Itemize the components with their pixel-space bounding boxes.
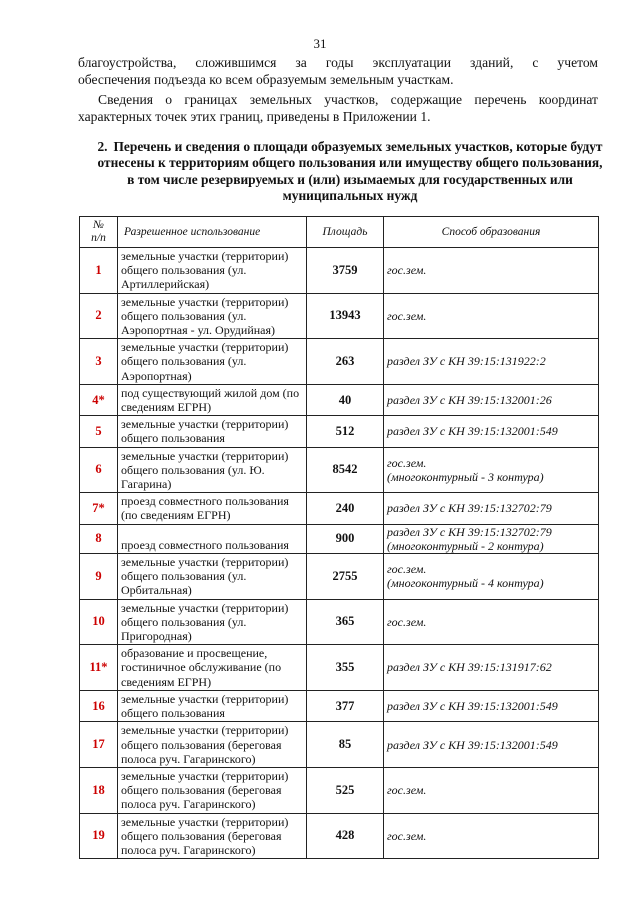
row-number: 18: [80, 767, 118, 813]
row-number: 10: [80, 599, 118, 645]
row-formation-method: [384, 767, 599, 813]
row-area: 512: [307, 416, 384, 447]
row-permitted-use: земельные участки (территории) общего пользования (береговая полоса руч. Гагаринского): [118, 722, 307, 768]
row-area: 2755: [307, 554, 384, 600]
row-number: 5: [80, 416, 118, 447]
row-number: 8: [80, 524, 118, 553]
table-row: [80, 722, 599, 768]
row-permitted-use: земельные участки (территории) общего пользования (ул. Артиллерийская): [118, 248, 307, 294]
table-row: [80, 447, 599, 493]
row-permitted-use: земельные участки (территории) общего пользования (ул. Аэропортная - ул. Орудийная): [118, 293, 307, 339]
row-area: 40: [307, 384, 384, 415]
row-permitted-use: земельные участки (территории) общего пользования (ул. Пригородная): [118, 599, 307, 645]
row-permitted-use: проезд совместного пользования (по сведениям ЕГРН): [118, 493, 307, 524]
table-row: [80, 493, 599, 524]
row-area: 263: [307, 339, 384, 385]
formation-method-line: гос.зем.: [387, 562, 427, 577]
formation-method-line: раздел ЗУ с КН 39:15:132702:79: [387, 524, 552, 539]
formation-method-line: гос.зем.: [387, 783, 427, 798]
formation-method-line: раздел ЗУ с КН 39:15:132001:549: [387, 737, 558, 752]
section-number: 2.: [97, 139, 108, 154]
row-number: 2: [80, 293, 118, 339]
row-formation-method: [384, 493, 599, 524]
intro-paragraph-2: Сведения о границах земельных участков, содержащие перечень координат характерных точек этих границ, приведены в Приложении 1.: [78, 92, 598, 124]
formation-method-line: гос.зем.: [387, 455, 427, 470]
row-number: 6: [80, 447, 118, 493]
table-row: [80, 645, 599, 691]
intro-paragraph-1: [78, 54, 598, 88]
table-body: [80, 248, 599, 859]
page-number: 31: [313, 36, 327, 51]
table-row: [80, 293, 599, 339]
row-area: 525: [307, 767, 384, 813]
row-formation-method: [384, 599, 599, 645]
table-row: [80, 813, 599, 859]
formation-method-line: (многоконтурный - 2 контура): [387, 538, 544, 553]
row-permitted-use: проезд совместного пользования: [118, 524, 307, 553]
row-number: 7*: [80, 493, 118, 524]
row-permitted-use: земельные участки (территории) общего пользования: [118, 416, 307, 447]
formation-method-line: раздел ЗУ с КН 39:15:131922:2: [387, 354, 546, 369]
formation-method-line: гос.зем.: [387, 614, 427, 629]
section-heading: [95, 139, 605, 205]
table-row: [80, 599, 599, 645]
formation-method-line: (многоконтурный - 4 контура): [387, 576, 544, 591]
table-row: [80, 416, 599, 447]
row-formation-method: [384, 384, 599, 415]
row-formation-method: [384, 554, 599, 600]
formation-method-line: гос.зем.: [387, 263, 427, 278]
row-permitted-use: земельные участки (территории) общего пользования (ул. Ю. Гагарина): [118, 447, 307, 493]
formation-method-line: раздел ЗУ с КН 39:15:131917:62: [387, 660, 552, 675]
row-area: 355: [307, 645, 384, 691]
row-area: 13943: [307, 293, 384, 339]
row-permitted-use: земельные участки (территории) общего пользования (береговая полоса руч. Гагаринского): [118, 767, 307, 813]
row-area: 900: [307, 524, 384, 553]
table-row: [80, 690, 599, 721]
row-formation-method: [384, 447, 599, 493]
intro-line-2: обеспечения подъезда ко всем образуемым земельным участкам.: [78, 72, 454, 87]
header-permitted-use: Разрешенное использование: [118, 217, 307, 248]
row-area: 377: [307, 690, 384, 721]
intro-line-1: благоустройства, сложившимся за годы эксплуатации зданий, с учетом: [78, 55, 598, 70]
row-permitted-use: под существующий жилой дом (по сведениям ЕГРН): [118, 384, 307, 415]
section-title: Перечень и сведения о площади образуемых земельных участков, которые будут отнесены к территориям общего пользования или имуществу общего пользования, в том числе резервируемых и (или) изымаемых для государственных или муниципальных нужд: [97, 139, 603, 204]
row-formation-method: [384, 248, 599, 294]
formation-method-line: раздел ЗУ с КН 39:15:132001:549: [387, 698, 558, 713]
row-area: 428: [307, 813, 384, 859]
formation-method-line: раздел ЗУ с КН 39:15:132702:79: [387, 501, 552, 516]
row-formation-method: [384, 645, 599, 691]
table-row: [80, 339, 599, 385]
row-formation-method: [384, 524, 599, 553]
row-number: 16: [80, 690, 118, 721]
row-area: 365: [307, 599, 384, 645]
table-row: [80, 384, 599, 415]
row-area: 8542: [307, 447, 384, 493]
row-number: 1: [80, 248, 118, 294]
row-permitted-use: образование и просвещение, гостиничное обслуживание (по сведениям ЕГРН): [118, 645, 307, 691]
row-permitted-use: земельные участки (территории) общего пользования (ул. Орбитальная): [118, 554, 307, 600]
row-number: 17: [80, 722, 118, 768]
row-formation-method: [384, 339, 599, 385]
row-number: 9: [80, 554, 118, 600]
formation-method-line: гос.зем.: [387, 828, 427, 843]
formation-method-line: раздел ЗУ с КН 39:15:132001:26: [387, 392, 552, 407]
land-plots-table: [79, 216, 599, 859]
row-number: 19: [80, 813, 118, 859]
table-row: [80, 524, 599, 553]
table-header-row: [80, 217, 599, 248]
table-row: [80, 554, 599, 600]
header-formation-method: Способ образования: [384, 217, 599, 248]
row-permitted-use: земельные участки (территории) общего пользования (береговая полоса руч. Гагаринского): [118, 813, 307, 859]
row-permitted-use: земельные участки (территории) общего пользования: [118, 690, 307, 721]
row-area: 85: [307, 722, 384, 768]
row-formation-method: [384, 813, 599, 859]
header-number: № п/п: [80, 217, 118, 248]
header-area: Площадь: [307, 217, 384, 248]
row-number: 3: [80, 339, 118, 385]
row-area: 3759: [307, 248, 384, 294]
row-number: 4*: [80, 384, 118, 415]
row-permitted-use: земельные участки (территории) общего пользования (ул. Аэропортная): [118, 339, 307, 385]
row-area: 240: [307, 493, 384, 524]
table-row: [80, 248, 599, 294]
row-formation-method: [384, 722, 599, 768]
row-formation-method: [384, 416, 599, 447]
row-formation-method: [384, 690, 599, 721]
table-row: [80, 767, 599, 813]
formation-method-line: (многоконтурный - 3 контура): [387, 469, 544, 484]
formation-method-line: гос.зем.: [387, 308, 427, 323]
formation-method-line: раздел ЗУ с КН 39:15:132001:549: [387, 424, 558, 439]
row-number: 11*: [80, 645, 118, 691]
row-formation-method: [384, 293, 599, 339]
